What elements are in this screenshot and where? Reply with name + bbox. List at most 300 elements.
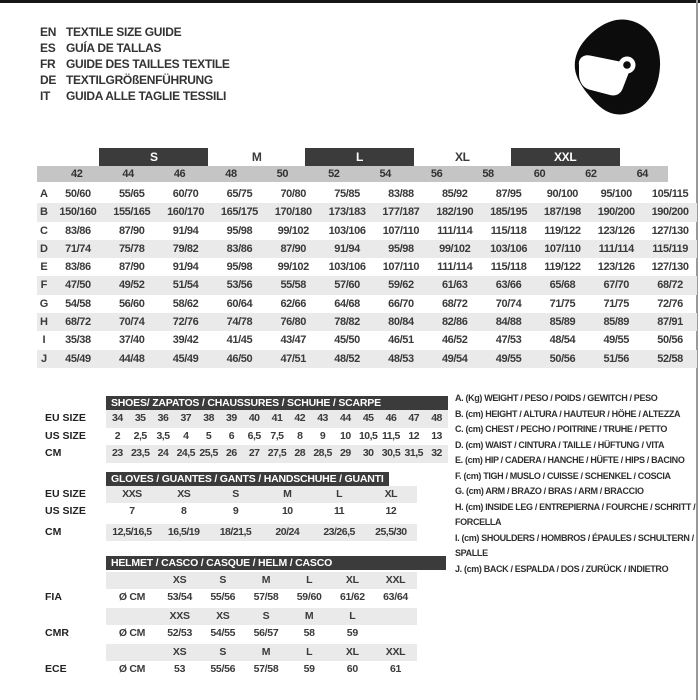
size-label: 58 <box>482 168 494 180</box>
value-cell: 48/53 <box>388 352 414 365</box>
value-cell: 35/38 <box>65 334 91 347</box>
helmet-size-row-fia <box>45 572 417 589</box>
size-label: XXS <box>158 608 201 625</box>
gloves-section-title: GLOVES / GUANTES / GANTS / HANDSCHUHE / GUANTI <box>106 472 389 486</box>
value-cell: 24 <box>152 445 175 463</box>
shoes-section-title: SHOES/ ZAPATOS / CHAUSSURES / SCHUHE / SCARPE <box>106 396 448 410</box>
diameter-label: Ø CM <box>118 591 146 603</box>
value-cell: 55/65 <box>118 188 145 200</box>
value-cell: 71/74 <box>65 242 91 255</box>
value-cell: 55/56 <box>210 663 236 675</box>
value-cell: 62/66 <box>280 297 306 310</box>
size-label <box>374 608 417 625</box>
value-cell: 48/52 <box>334 352 360 365</box>
value-cell: 23 <box>106 445 129 463</box>
size-label: XS <box>201 608 244 625</box>
empty-cell <box>106 644 158 661</box>
value-cell: 82/86 <box>441 316 468 329</box>
value-cell: 66/70 <box>388 297 414 310</box>
value-cell: 2 <box>114 429 121 442</box>
value-cell: 13 <box>431 429 442 442</box>
value-cell: 39/42 <box>172 334 199 347</box>
shoes-table <box>45 410 448 463</box>
value-cell: 50/60 <box>65 188 91 200</box>
value-cell: 46/51 <box>388 334 414 347</box>
value-cell: 9 <box>232 505 239 517</box>
value-cell: 119/122 <box>544 261 581 274</box>
legend-item: B. (cm) HEIGHT / ALTURA / HAUTEUR / HÖHE / ALTEZZA <box>455 408 681 419</box>
row-label: US SIZE <box>45 505 86 517</box>
value-cell: 91/94 <box>172 224 199 237</box>
language-code: FR <box>40 57 56 71</box>
gloves-table <box>45 486 417 541</box>
row-letter: D <box>40 242 48 255</box>
value-cell: 54/55 <box>210 627 236 639</box>
value-cell: 31,5 <box>402 445 425 463</box>
value-cell: 45/49 <box>172 352 199 365</box>
value-cell: 99/102 <box>277 261 309 274</box>
language-row <box>40 56 230 72</box>
size-group-l: L <box>305 148 414 166</box>
value-cell: 56/60 <box>118 297 145 310</box>
value-cell: 25,5/30 <box>365 524 417 541</box>
value-cell: 72/76 <box>172 316 199 329</box>
value-cell: 111/114 <box>598 242 634 255</box>
value-cell: 70/74 <box>118 316 145 329</box>
legend-item: G. (cm) ARM / BRAZO / BRAS / ARM / BRACCIO <box>455 486 644 496</box>
value-cell: 45 <box>357 410 380 428</box>
value-cell: 37/40 <box>118 334 145 347</box>
value-cell: 41/45 <box>226 334 253 347</box>
row-letter: E <box>40 261 48 274</box>
value-cell: 11,5 <box>382 429 400 442</box>
value-cell: 11 <box>334 505 345 517</box>
value-cell: 61 <box>389 663 402 675</box>
empty-cell <box>45 644 106 661</box>
helmet-value-row-cmr <box>45 625 417 642</box>
corner-cell <box>37 166 51 182</box>
value-cell: 65/68 <box>549 279 576 292</box>
size-label: XL <box>331 572 374 589</box>
value-cell: 53 <box>174 663 186 675</box>
value-cell: 52/58 <box>657 352 683 365</box>
value-cell: 12,5/16,5 <box>106 524 158 541</box>
empty-cell <box>45 608 106 625</box>
value-cell: 39 <box>220 410 243 428</box>
value-cell: 18/21,5 <box>210 524 262 541</box>
value-cell: 87/90 <box>280 242 306 255</box>
value-cell: 99/102 <box>277 224 309 237</box>
value-cell: 46/50 <box>226 352 253 365</box>
value-cell: 12 <box>408 429 420 442</box>
value-cell: 170/180 <box>274 206 312 219</box>
shoes-row-cm <box>45 445 448 463</box>
value-cell: 41 <box>266 410 289 428</box>
value-cell: 85/92 <box>441 188 468 200</box>
value-cell: 127/130 <box>651 224 689 237</box>
measurement-row <box>37 203 697 221</box>
size-label: 50 <box>276 168 289 180</box>
value-cell <box>374 625 417 642</box>
value-cell: 187/198 <box>543 206 581 219</box>
value-cell: 50/56 <box>657 334 683 347</box>
value-cell: 123/126 <box>597 224 635 237</box>
value-cell: 103/106 <box>490 242 528 255</box>
shoes-row-eu <box>45 410 448 428</box>
row-letter: C <box>40 224 48 237</box>
language-code: ES <box>40 41 56 55</box>
value-cell: 53/54 <box>167 591 192 603</box>
value-cell: 27 <box>243 445 266 463</box>
gloves-row-eu <box>45 486 417 503</box>
value-cell: 83/86 <box>65 224 91 237</box>
size-label: 60 <box>533 168 546 180</box>
size-label: L <box>331 608 374 625</box>
value-cell: 7 <box>129 505 135 517</box>
size-label: 46 <box>173 168 186 180</box>
size-group-s: S <box>99 148 208 166</box>
value-cell: 47/53 <box>495 334 522 347</box>
language-row <box>40 72 230 88</box>
value-cell: 83/88 <box>388 188 414 200</box>
main-size-table <box>37 148 697 368</box>
value-cell: 105/115 <box>651 188 689 200</box>
measurement-legend <box>455 391 700 577</box>
size-label: XXL <box>374 644 417 661</box>
legend-item: I. (cm) SHOULDERS / HOMBROS / ÉPAULES / SCHULTERN / SPALLE <box>455 532 694 558</box>
language-label: GUIDE DES TAILLES TEXTILE <box>66 57 230 71</box>
value-cell: 68/72 <box>657 279 683 292</box>
value-cell: 42 <box>288 410 311 428</box>
value-cell: L <box>313 486 365 503</box>
size-label: L <box>288 572 331 589</box>
legend-item: E. (cm) HIP / CADERA / HANCHE / HÜFTE / HIPS / BACINO <box>455 455 685 465</box>
language-code: DE <box>40 73 57 87</box>
value-cell: 48 <box>425 410 448 428</box>
gloves-row-cm <box>45 524 417 541</box>
value-cell: 60/64 <box>226 297 253 310</box>
value-cell: 119/122 <box>544 224 581 237</box>
value-cell: 49/55 <box>603 334 629 347</box>
value-cell: 111/114 <box>437 224 473 237</box>
value-cell: 3,5 <box>156 429 170 442</box>
language-label: TEXTILE SIZE GUIDE <box>66 25 182 39</box>
value-cell: 165/175 <box>220 206 258 219</box>
value-cell: 25,5 <box>197 445 220 463</box>
size-label: 44 <box>122 168 134 180</box>
value-cell: 23,5 <box>129 445 152 463</box>
language-label: GUIDA ALLE TAGLIE TESSILI <box>66 89 227 103</box>
value-cell: 70/80 <box>280 188 306 200</box>
measurement-row <box>37 222 697 240</box>
row-label: US SIZE <box>45 429 86 442</box>
value-cell: 190/200 <box>651 206 689 219</box>
value-cell: 83/86 <box>226 242 253 255</box>
language-row <box>40 88 230 104</box>
value-cell: 160/170 <box>167 206 205 219</box>
row-letter: F <box>40 279 48 292</box>
value-cell: 75/78 <box>118 242 145 255</box>
value-cell: 40 <box>243 410 266 428</box>
size-label: XS <box>158 644 201 661</box>
row-label: EU SIZE <box>45 412 86 424</box>
value-cell: 56/57 <box>253 627 279 639</box>
value-cell: 185/195 <box>490 206 528 219</box>
value-cell: 115/118 <box>490 261 527 274</box>
helmet-value-row-fia <box>45 589 417 606</box>
measurement-row <box>37 313 697 331</box>
size-label: M <box>244 644 287 661</box>
value-cell: 63/64 <box>383 591 408 603</box>
value-cell: 80/84 <box>388 316 414 329</box>
value-cell: 58 <box>303 627 315 639</box>
value-cell: 16,5/19 <box>158 524 210 541</box>
legend-item: D. (cm) WAIST / CINTURA / TAILLE / HÜFTUNG / VITA <box>455 439 665 450</box>
size-label: 64 <box>636 168 648 180</box>
language-list <box>40 24 230 104</box>
value-cell: 177/187 <box>382 206 420 219</box>
size-label: 52 <box>328 168 340 180</box>
value-cell: 107/110 <box>382 224 420 237</box>
size-label: S <box>201 572 244 589</box>
empty-cell <box>106 608 158 625</box>
value-cell: 43/47 <box>280 334 306 347</box>
value-cell: 59/62 <box>388 279 414 292</box>
value-cell: 103/106 <box>328 224 366 237</box>
measurement-row <box>37 240 697 258</box>
value-cell: XXS <box>106 486 158 503</box>
value-cell: 95/98 <box>388 242 414 255</box>
value-cell: 84/88 <box>495 316 522 329</box>
diameter-label: Ø CM <box>118 663 146 675</box>
row-letter: G <box>39 297 49 310</box>
value-cell: 8 <box>297 429 303 442</box>
value-cell: 87/90 <box>118 224 145 237</box>
size-group-xl: XL <box>454 150 470 164</box>
value-cell: 7,5 <box>270 429 284 442</box>
size-label: 54 <box>379 168 391 180</box>
helmet-size-row-ece <box>45 644 417 661</box>
helmet-icon <box>570 18 662 118</box>
value-cell: 51/56 <box>603 352 629 365</box>
value-cell: 38 <box>197 410 220 428</box>
measurement-row <box>37 295 697 313</box>
value-cell: 60 <box>346 663 358 675</box>
diameter-label: Ø CM <box>118 627 146 639</box>
helmet-value-row-ece <box>45 661 417 678</box>
row-label: EU SIZE <box>45 488 86 500</box>
value-cell: 78/82 <box>334 316 360 329</box>
helmet-table <box>45 572 417 678</box>
size-label: 56 <box>430 168 443 180</box>
value-cell: 43 <box>311 410 334 428</box>
value-cell: 46 <box>380 410 403 428</box>
value-cell: 57/58 <box>253 591 279 603</box>
value-cell: 45/50 <box>334 334 360 347</box>
value-cell: 182/190 <box>436 206 474 219</box>
value-cell: 85/89 <box>603 316 629 329</box>
value-cell: 47/50 <box>65 279 91 292</box>
measurement-row <box>37 331 697 349</box>
value-cell: 91/94 <box>334 242 360 255</box>
helmet-size-row-cmr <box>45 608 417 625</box>
value-cell: 55/58 <box>280 279 306 292</box>
value-cell: 59 <box>303 663 315 675</box>
value-cell: 51/54 <box>172 279 199 292</box>
value-cell: 63/66 <box>495 279 522 292</box>
value-cell: 10 <box>340 429 351 442</box>
value-cell: 26 <box>220 445 243 463</box>
value-cell: 10,5 <box>358 429 378 442</box>
value-cell: 68/72 <box>441 297 468 310</box>
legend-item: C. (cm) CHEST / PECHO / POITRINE / TRUHE / PETTO <box>455 424 668 434</box>
value-cell: 53/56 <box>226 279 253 292</box>
value-cell: M <box>261 486 313 503</box>
row-label: CM <box>45 526 62 538</box>
value-cell: 28 <box>288 445 311 463</box>
value-cell: 115/118 <box>490 224 527 237</box>
value-cell: 83/86 <box>65 261 91 274</box>
value-cell: 87/91 <box>657 316 683 329</box>
value-cell: 34 <box>106 410 129 428</box>
value-cell: 123/126 <box>597 261 635 274</box>
value-cell: 71/75 <box>603 297 629 310</box>
language-code: EN <box>40 25 57 39</box>
value-cell: 54/58 <box>65 297 91 310</box>
value-cell: S <box>210 486 262 503</box>
value-cell: 27,5 <box>266 445 289 463</box>
value-cell: 44/48 <box>118 352 145 365</box>
value-cell: 90/100 <box>546 188 579 200</box>
value-cell: 71/75 <box>549 297 576 310</box>
language-row <box>40 40 230 56</box>
value-cell: 76/80 <box>280 316 306 329</box>
value-cell: 190/200 <box>597 206 635 219</box>
value-cell: 50/56 <box>549 352 576 365</box>
language-row <box>40 24 230 40</box>
value-cell: 44 <box>334 410 357 428</box>
value-cell: 24,5 <box>174 445 197 463</box>
value-cell: XL <box>365 486 417 503</box>
value-cell: 67/70 <box>603 279 629 292</box>
size-label: 48 <box>225 168 237 180</box>
value-cell: 111/114 <box>437 261 473 274</box>
legend-item: J. (cm) BACK / ESPALDA / DOS / ZURÜCK / INDIETRO <box>455 563 669 574</box>
value-cell: 48/54 <box>549 334 576 347</box>
value-cell: 20/24 <box>261 524 313 541</box>
value-cell: XS <box>158 486 210 503</box>
value-cell: 87/90 <box>118 261 145 274</box>
value-cell: 52/53 <box>167 627 192 639</box>
value-cell: 46/52 <box>441 334 468 347</box>
value-cell: 87/95 <box>495 188 522 200</box>
value-cell: 68/72 <box>65 316 91 329</box>
value-cell: 30,5 <box>380 445 403 463</box>
size-group-xxl: XXL <box>511 148 620 166</box>
value-cell: 70/74 <box>495 297 522 310</box>
value-cell: 64/68 <box>334 297 360 310</box>
value-cell: 95/98 <box>226 261 253 274</box>
value-cell: 75/85 <box>334 188 360 200</box>
value-cell: 28,5 <box>311 445 334 463</box>
value-cell: 35 <box>129 410 152 428</box>
value-cell: 55/56 <box>210 591 236 603</box>
value-cell: 99/102 <box>439 242 471 255</box>
size-label: 42 <box>70 168 83 180</box>
size-header-row <box>37 166 668 182</box>
value-cell: 37 <box>174 410 197 428</box>
value-cell: 10 <box>281 505 293 517</box>
size-label: XL <box>331 644 374 661</box>
value-cell: 107/110 <box>382 261 420 274</box>
empty-cell <box>45 572 106 589</box>
value-cell: 6,5 <box>247 429 261 442</box>
language-code: IT <box>40 89 51 103</box>
value-cell: 32 <box>425 445 448 463</box>
top-border <box>0 0 700 3</box>
measurement-row <box>37 185 697 203</box>
measurement-row <box>37 350 697 368</box>
value-cell: 95/98 <box>226 224 253 237</box>
row-letter: I <box>42 334 46 347</box>
value-cell: 150/160 <box>59 206 97 219</box>
size-label: M <box>288 608 331 625</box>
value-cell: 61/62 <box>339 591 365 603</box>
row-letter: A <box>40 188 48 200</box>
gloves-row-us <box>45 503 417 520</box>
value-cell: 36 <box>152 410 175 428</box>
value-cell: 95/100 <box>600 188 632 200</box>
row-letter: B <box>40 206 48 219</box>
helmet-section-title: HELMET / CASCO / CASQUE / HELM / CASCO <box>106 556 446 570</box>
value-cell: 23/26,5 <box>313 524 365 541</box>
value-cell: 9 <box>319 429 326 442</box>
value-cell: 103/106 <box>328 261 366 274</box>
value-cell: 59/60 <box>296 591 322 603</box>
language-label: GUÍA DE TALLAS <box>66 41 162 55</box>
size-label: S <box>244 608 287 625</box>
measurement-row <box>37 258 697 276</box>
legend-item: A. (Kg) WEIGHT / PESO / POIDS / GEWITCH / PESO <box>455 393 658 403</box>
language-label: TEXTILGRÖßENFÜHRUNG <box>66 73 213 87</box>
value-cell: 49/54 <box>441 352 468 365</box>
legend-item: H. (cm) INSIDE LEG / ENTREPIERNA / FOURCHE / SCHRITT / FORCELLA <box>455 501 696 527</box>
value-cell: 45/49 <box>65 352 91 365</box>
size-label: XS <box>158 572 201 589</box>
value-cell: 47 <box>402 410 425 428</box>
value-cell: 74/78 <box>226 316 253 329</box>
row-letter: J <box>40 352 48 365</box>
row-letter: H <box>40 316 48 329</box>
size-label: S <box>201 644 244 661</box>
size-label: 62 <box>585 168 597 180</box>
value-cell: 57/58 <box>253 663 279 675</box>
value-cell: 2,5 <box>133 429 147 442</box>
value-cell: 155/165 <box>113 206 151 219</box>
value-cell: 65/75 <box>226 188 253 200</box>
size-group-row <box>37 148 668 166</box>
value-cell: 47/51 <box>280 352 306 365</box>
size-label: XXL <box>374 572 417 589</box>
value-cell: 12 <box>385 505 397 517</box>
value-cell: 49/52 <box>118 279 145 292</box>
value-cell: 5 <box>205 429 212 442</box>
value-cell: 6 <box>228 429 235 442</box>
value-cell: 91/94 <box>172 261 199 274</box>
value-cell: 115/119 <box>652 242 688 255</box>
value-cell: 173/183 <box>328 206 366 219</box>
value-cell: 59 <box>346 627 358 639</box>
